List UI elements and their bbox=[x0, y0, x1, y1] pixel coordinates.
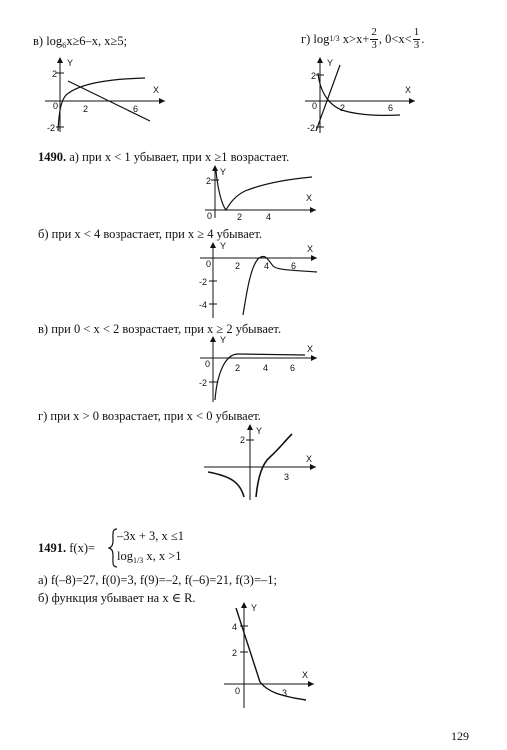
y-axis-label: Y bbox=[327, 58, 334, 68]
tick-label: 2 bbox=[232, 648, 238, 658]
y-axis-arrow bbox=[210, 336, 216, 342]
tick-label: 2 bbox=[340, 103, 346, 113]
fraction-numerator: 1 bbox=[413, 26, 420, 38]
piecewise-case-1 bbox=[117, 530, 184, 543]
function-curve bbox=[243, 256, 317, 315]
tick-label: 2 bbox=[83, 104, 89, 114]
x-axis-label: X bbox=[153, 85, 160, 95]
problem-1490a-text bbox=[38, 151, 289, 164]
problem-1489v-text bbox=[33, 35, 127, 50]
problem-statement: б) при x < 4 возрастает, при x ≥ 4 убывает. bbox=[38, 227, 262, 241]
answer-statement: б) функция убывает на x ∈ R. bbox=[38, 591, 196, 605]
graph-1491 bbox=[220, 600, 320, 710]
tick-label: 2 bbox=[237, 212, 243, 222]
x-axis-label: X bbox=[306, 193, 313, 203]
x-axis-arrow bbox=[308, 681, 314, 687]
y-axis-arrow bbox=[212, 165, 218, 171]
y-axis-label: Y bbox=[256, 426, 263, 436]
tick-label: 4 bbox=[264, 261, 270, 271]
y-axis-label: Y bbox=[220, 241, 227, 251]
answer-values: а) f(–8)=27, f(0)=3, f(9)=–2, f(–6)=21, f(3)=–1; bbox=[38, 573, 277, 587]
period: . bbox=[421, 31, 425, 46]
tick-label: 2 bbox=[311, 71, 317, 81]
tick-label: 6 bbox=[133, 104, 139, 114]
log-base: 1/3 bbox=[329, 34, 340, 44]
y-axis-label: Y bbox=[220, 167, 227, 177]
case-expression: –3x + 3, x ≤1 bbox=[117, 529, 185, 543]
page-number-value: 129 bbox=[451, 729, 469, 743]
y-axis-label: Y bbox=[220, 335, 227, 345]
function-curve bbox=[216, 171, 312, 210]
log-word: log bbox=[117, 549, 133, 563]
fraction-two-thirds bbox=[370, 27, 378, 51]
problem-statement: г) при x > 0 возрастает, при x < 0 убывает. bbox=[38, 409, 261, 423]
problem-1491b-text bbox=[38, 592, 196, 605]
right-branch bbox=[256, 434, 292, 497]
y-axis-arrow bbox=[317, 57, 323, 63]
x-axis-arrow bbox=[310, 207, 316, 213]
log-base: 1/3 bbox=[132, 556, 144, 565]
fraction-denominator: 3 bbox=[413, 38, 420, 51]
graph-1490v bbox=[195, 334, 320, 404]
left-branch bbox=[208, 472, 244, 497]
tick-label: 0 bbox=[53, 101, 59, 111]
tick-label: 0 bbox=[235, 686, 241, 696]
function-name: f(x)= bbox=[69, 541, 96, 555]
linear-part bbox=[236, 608, 260, 682]
problem-number: 1491. bbox=[38, 541, 67, 555]
tick-label: 2 bbox=[240, 435, 246, 445]
x-axis-label: X bbox=[302, 670, 309, 680]
tick-label: 4 bbox=[266, 212, 272, 222]
y-axis-arrow bbox=[241, 602, 247, 608]
problem-number: 1490. bbox=[38, 150, 67, 164]
problem-1490g-text bbox=[38, 410, 261, 423]
tick-label: -2 bbox=[307, 123, 316, 133]
function-curve bbox=[215, 354, 305, 400]
x-axis-label: X bbox=[405, 85, 412, 95]
tick-label: 6 bbox=[388, 103, 394, 113]
tick-label: -2 bbox=[199, 277, 208, 287]
log-curve bbox=[58, 78, 145, 131]
x-axis-label: X bbox=[307, 244, 314, 254]
x-axis-label: X bbox=[307, 344, 314, 354]
graph-1489v bbox=[40, 55, 170, 135]
tick-label: 0 bbox=[206, 259, 212, 269]
tick-label: -4 bbox=[199, 300, 208, 310]
graph-1490b bbox=[195, 240, 320, 320]
x-axis-arrow bbox=[311, 255, 317, 261]
x-axis-label: X bbox=[306, 454, 313, 464]
tick-label: 6 bbox=[291, 261, 297, 271]
tick-label: -2 bbox=[47, 123, 56, 133]
tick-label: 2 bbox=[235, 261, 241, 271]
graph-1490g bbox=[200, 422, 320, 502]
fraction-one-third bbox=[413, 27, 421, 51]
problem-1490b-text bbox=[38, 228, 262, 241]
problem-statement: а) при x < 1 убывает, при x ≥1 возрастает. bbox=[69, 150, 290, 164]
tick-label: 6 bbox=[290, 363, 296, 373]
inequality-part: , 0<x< bbox=[378, 31, 412, 46]
x-axis-arrow bbox=[159, 98, 165, 104]
log-word: log bbox=[313, 31, 330, 46]
tick-label: -2 bbox=[199, 378, 208, 388]
case-expression: x, x >1 bbox=[146, 549, 182, 563]
item-label: г) bbox=[301, 31, 311, 46]
y-axis-arrow bbox=[247, 424, 253, 430]
x-axis-arrow bbox=[310, 464, 316, 470]
tick-label: 2 bbox=[235, 363, 241, 373]
log-base: 6 bbox=[62, 41, 67, 50]
tick-label: 4 bbox=[263, 363, 269, 373]
tick-label: 2 bbox=[206, 176, 212, 186]
tick-label: 3 bbox=[284, 472, 290, 482]
graph-1490a bbox=[200, 163, 320, 223]
fraction-denominator: 3 bbox=[371, 38, 377, 51]
log-word: log bbox=[46, 34, 63, 48]
graph-1489g bbox=[300, 55, 420, 135]
y-axis-label: Y bbox=[251, 603, 258, 613]
tick-label: 3 bbox=[282, 688, 288, 698]
item-label: в) bbox=[33, 34, 44, 48]
tick-label: 2 bbox=[52, 69, 58, 79]
y-axis-arrow bbox=[210, 242, 216, 248]
problem-1489g-text bbox=[301, 27, 424, 51]
tick-label: 0 bbox=[205, 359, 211, 369]
y-axis-label: Y bbox=[67, 58, 74, 68]
inequality-text: x≥6–x, x≥5; bbox=[66, 34, 128, 48]
problem-1491-label bbox=[38, 542, 95, 555]
inequality-part: x>x+ bbox=[342, 31, 370, 46]
x-axis-arrow bbox=[311, 355, 317, 361]
tick-label: 4 bbox=[232, 622, 238, 632]
y-axis-arrow bbox=[57, 57, 63, 63]
page-number bbox=[451, 730, 469, 742]
fraction-numerator: 2 bbox=[371, 26, 377, 38]
problem-statement: в) при 0 < x < 2 возрастает, при x ≥ 2 убывает. bbox=[38, 322, 282, 336]
x-axis-arrow bbox=[409, 98, 415, 104]
tick-label: 0 bbox=[207, 211, 213, 221]
piecewise-case-2 bbox=[117, 550, 182, 565]
tick-label: 0 bbox=[312, 101, 318, 111]
problem-1491a-text bbox=[38, 574, 277, 587]
